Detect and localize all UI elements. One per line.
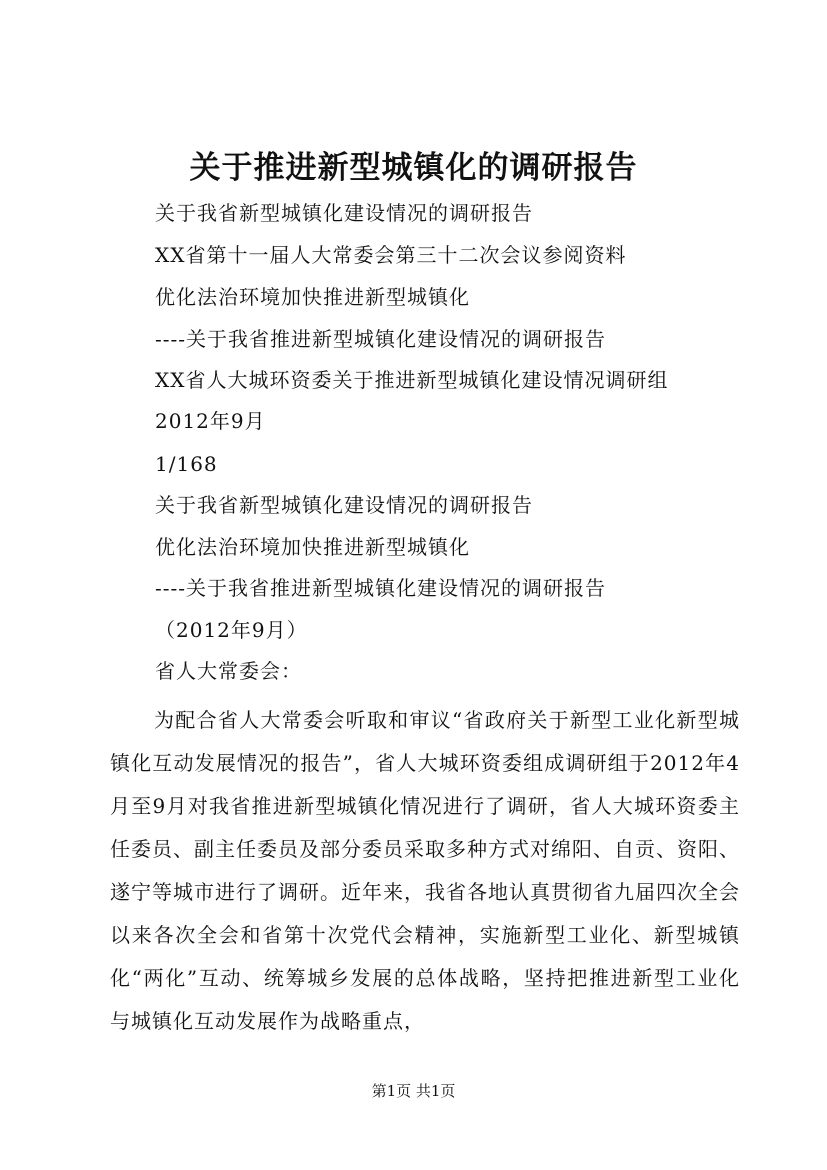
text-line-11: （2012年9月） <box>155 618 308 642</box>
text-line-8: 关于我省新型城镇化建设情况的调研报告 <box>155 493 533 517</box>
text-line-4: ----关于我省推进新型城镇化建设情况的调研报告 <box>155 327 607 351</box>
text-line-7: 1/168 <box>155 452 218 476</box>
text-line-10: ----关于我省推进新型城镇化建设情况的调研报告 <box>155 576 607 600</box>
page-footer: 第1页 共1页 <box>371 1082 456 1100</box>
text-line-9: 优化法治环境加快推进新型城镇化 <box>155 535 470 559</box>
text-line-2: XX省第十一届人大常委会第三十二次会议参阅资料 <box>155 243 627 267</box>
text-line-12: 省人大常委会： <box>155 659 302 683</box>
text-line-6: 2012年9月 <box>155 409 266 433</box>
text-line-3: 优化法治环境加快推进新型城镇化 <box>155 285 470 309</box>
text-line-5: XX省人大城环资委关于推进新型城镇化建设情况调研组 <box>155 368 669 392</box>
document-title: 关于推进新型城镇化的调研报告 <box>189 150 638 186</box>
text-line-1: 关于我省新型城镇化建设情况的调研报告 <box>155 201 533 225</box>
body-paragraph: 为配合省人大常委会听取和审议“省政府关于新型工业化新型城镇化互动发展情况的报告”，省人大城环资委组成调研组于2012年4月至9月对我省推进新型城镇化情况进行了调研，省人大城环资委主任委员、副主任委员及部分委员采取多种方式对绵阳、自贡、资阳、遂宁等城市进行了调研。近年来，我省各地认真贯彻省九届四次全会以来各次全会和省第十次党代会精神，实施新型工业化、新型城镇化“两化”互动、统筹城乡发展的总体战略，坚持把推进新型工业化与城镇化互动发展作为战略重点， <box>110 708 740 1033</box>
